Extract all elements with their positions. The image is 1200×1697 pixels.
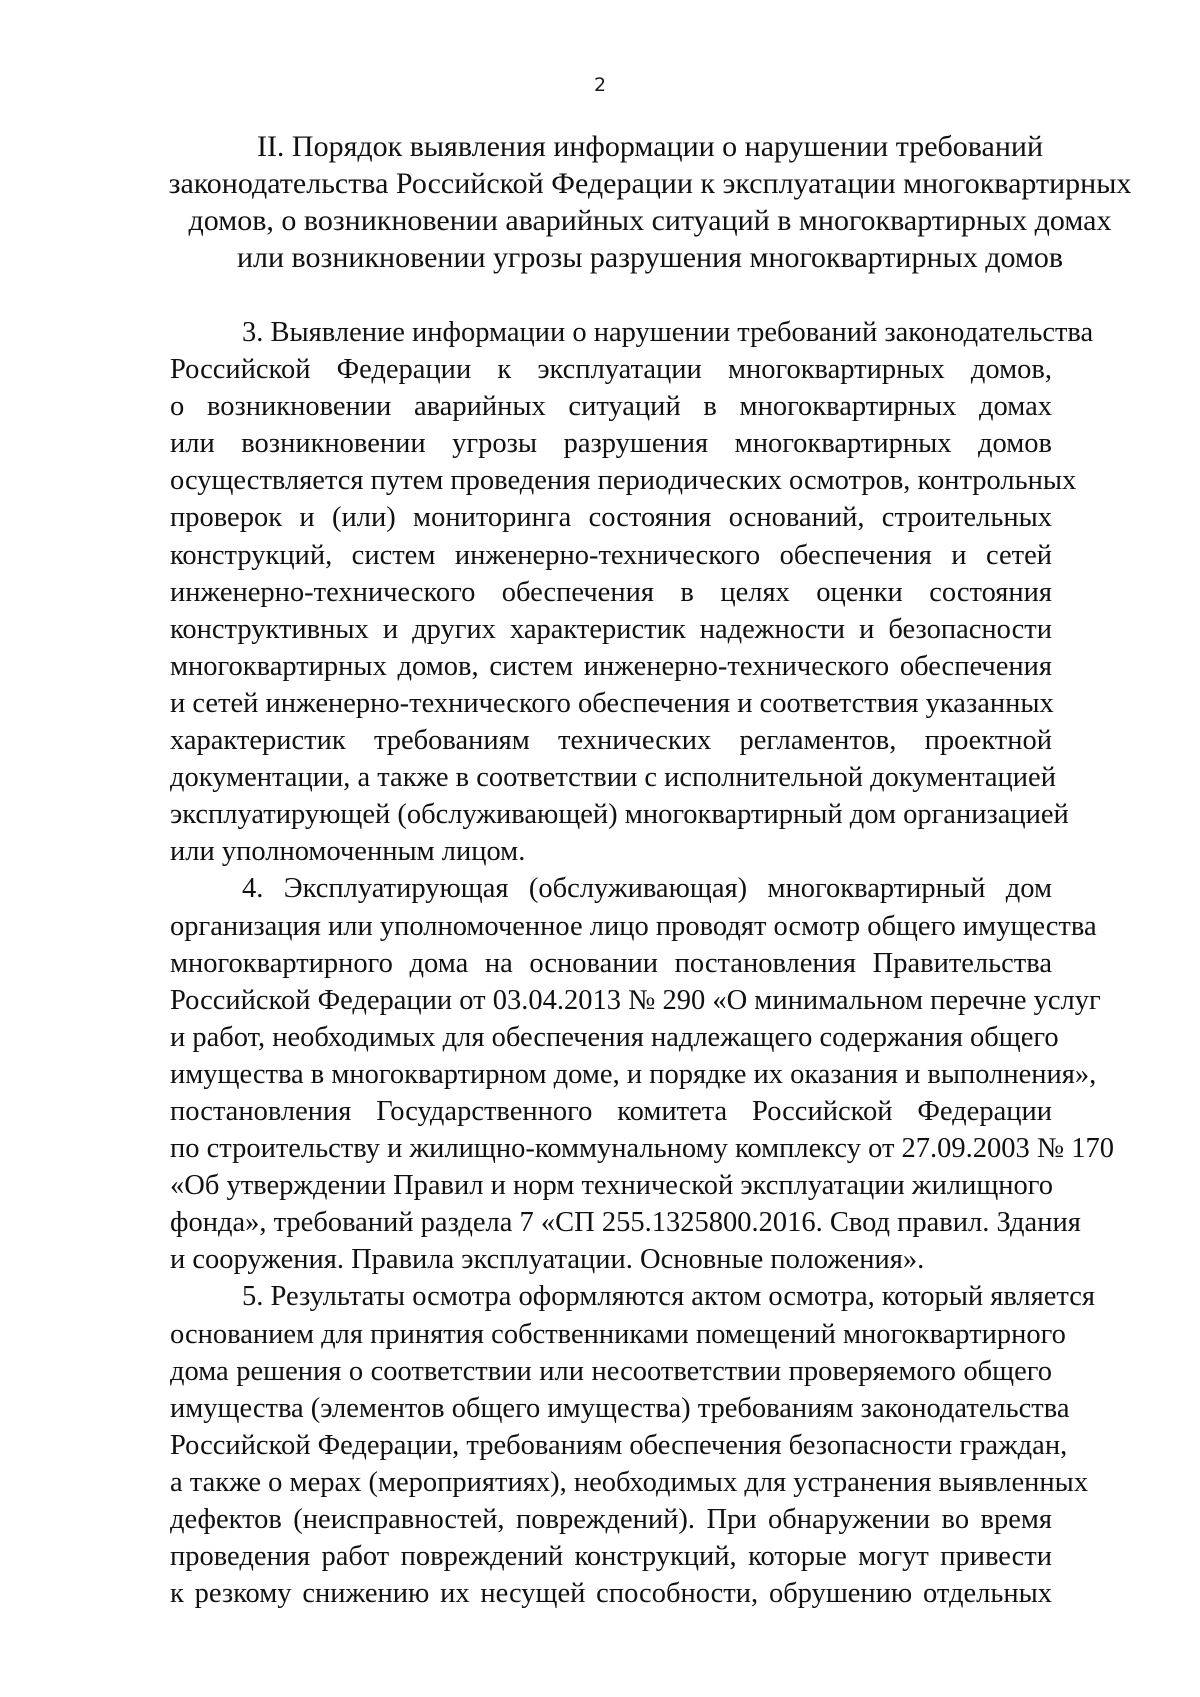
text-line: эксплуатирующей (обслуживающей) многоквартирный дом организацией: [170, 799, 1069, 831]
text-line: многоквартирного дома на основании постановления Правительства: [170, 947, 1052, 979]
text-line: «Об утверждении Правил и норм технической эксплуатации жилищного: [170, 1170, 1054, 1202]
document-body: [170, 314, 1114, 1612]
text-line: дома решения о соответствии или несоответствии проверяемого общего: [170, 1355, 1052, 1387]
text-line: осуществляется путем проведения периодических осмотров, контрольных: [170, 465, 1077, 497]
text-line: основанием для принятия собственниками помещений многоквартирного: [170, 1318, 1066, 1350]
text-line: 4. Эксплуатирующая (обслуживающая) многоквартирный дом: [242, 873, 1052, 905]
text-line: организация или уполномоченное лицо проводят осмотр общего имущества: [170, 910, 1097, 942]
text-line: о возникновении аварийных ситуаций в многоквартирных домах: [170, 391, 1052, 423]
text-line: проверок и (или) мониторинга состояния оснований, строительных: [170, 502, 1052, 534]
text-line: Российской Федерации к эксплуатации многоквартирных домов,: [170, 354, 1052, 386]
paragraph-3: [170, 314, 1094, 870]
text-line: постановления Государственного комитета Российской Федерации: [170, 1095, 1052, 1127]
text-line: и работ, необходимых для обеспечения надлежащего содержания общего: [170, 1021, 1059, 1053]
text-line: конструкций, систем инженерно-технического обеспечения и сетей: [170, 539, 1052, 571]
text-line: а также о мерах (мероприятиях), необходимых для устранения выявленных: [170, 1466, 1089, 1498]
paragraph-5: [170, 1278, 1095, 1612]
text-line: 5. Результаты осмотра оформляются актом осмотра, который является: [242, 1281, 1095, 1313]
text-line: документации, а также в соответствии с исполнительной документацией: [170, 762, 1056, 794]
text-line: конструктивных и других характеристик надежности и безопасности: [170, 613, 1052, 645]
text-line: многоквартирных домов, систем инженерно-технического обеспечения: [170, 650, 1052, 682]
text-line: 3. Выявление информации о нарушении требований законодательства: [242, 317, 1094, 348]
text-line: фонда», требований раздела 7 «СП 255.1325800.2016. Свод правил. Здания: [170, 1207, 1081, 1239]
text-line: имущества в многоквартирном доме, и порядке их оказания и выполнения»,: [170, 1058, 1097, 1090]
text-line: дефектов (неисправностей, повреждений). При обнаружении во время: [170, 1504, 1052, 1535]
text-line: Российской Федерации, требованиям обеспечения безопасности граждан,: [170, 1429, 1068, 1461]
section-title-line: II. Порядок выявления информации о нарушении требований: [256, 130, 1044, 163]
text-line: к резкому снижению их несущей способности, обрушению отдельных: [170, 1578, 1052, 1610]
text-line: и сетей инженерно-технического обеспечения и соответствия указанных: [170, 687, 1054, 719]
text-line: характеристик требованиям технических регламентов, проектной: [170, 725, 1052, 757]
text-line: имущества (элементов общего имущества) требованиям законодательства: [170, 1392, 1070, 1424]
section-title-line: или возникновении угрозы разрушения многоквартирных домов: [236, 241, 1064, 274]
paragraph-4: [170, 870, 1114, 1278]
page-number: 2: [593, 74, 607, 96]
text-line: инженерно-технического обеспечения в целях оценки состояния: [170, 576, 1052, 608]
section-title-line: законодательства Российской Федерации к эксплуатации многоквартирных: [168, 167, 1132, 200]
text-line: или уполномоченным лицом.: [170, 836, 526, 868]
text-line: Российской Федерации от 03.04.2013 № 290 «О минимальном перечне услуг: [170, 984, 1101, 1016]
text-line: по строительству и жилищно-коммунальному комплексу от 27.09.2003 № 170: [170, 1133, 1114, 1165]
text-line: проведения работ повреждений конструкций, которые могут привести: [170, 1541, 1052, 1573]
section-title: [150, 128, 1150, 276]
text-line: или возникновении угрозы разрушения многоквартирных домов: [170, 428, 1052, 460]
section-title-line: домов, о возникновении аварийных ситуаций в многоквартирных домах: [188, 204, 1112, 237]
text-line: и сооружения. Правила эксплуатации. Основные положения».: [170, 1244, 925, 1276]
